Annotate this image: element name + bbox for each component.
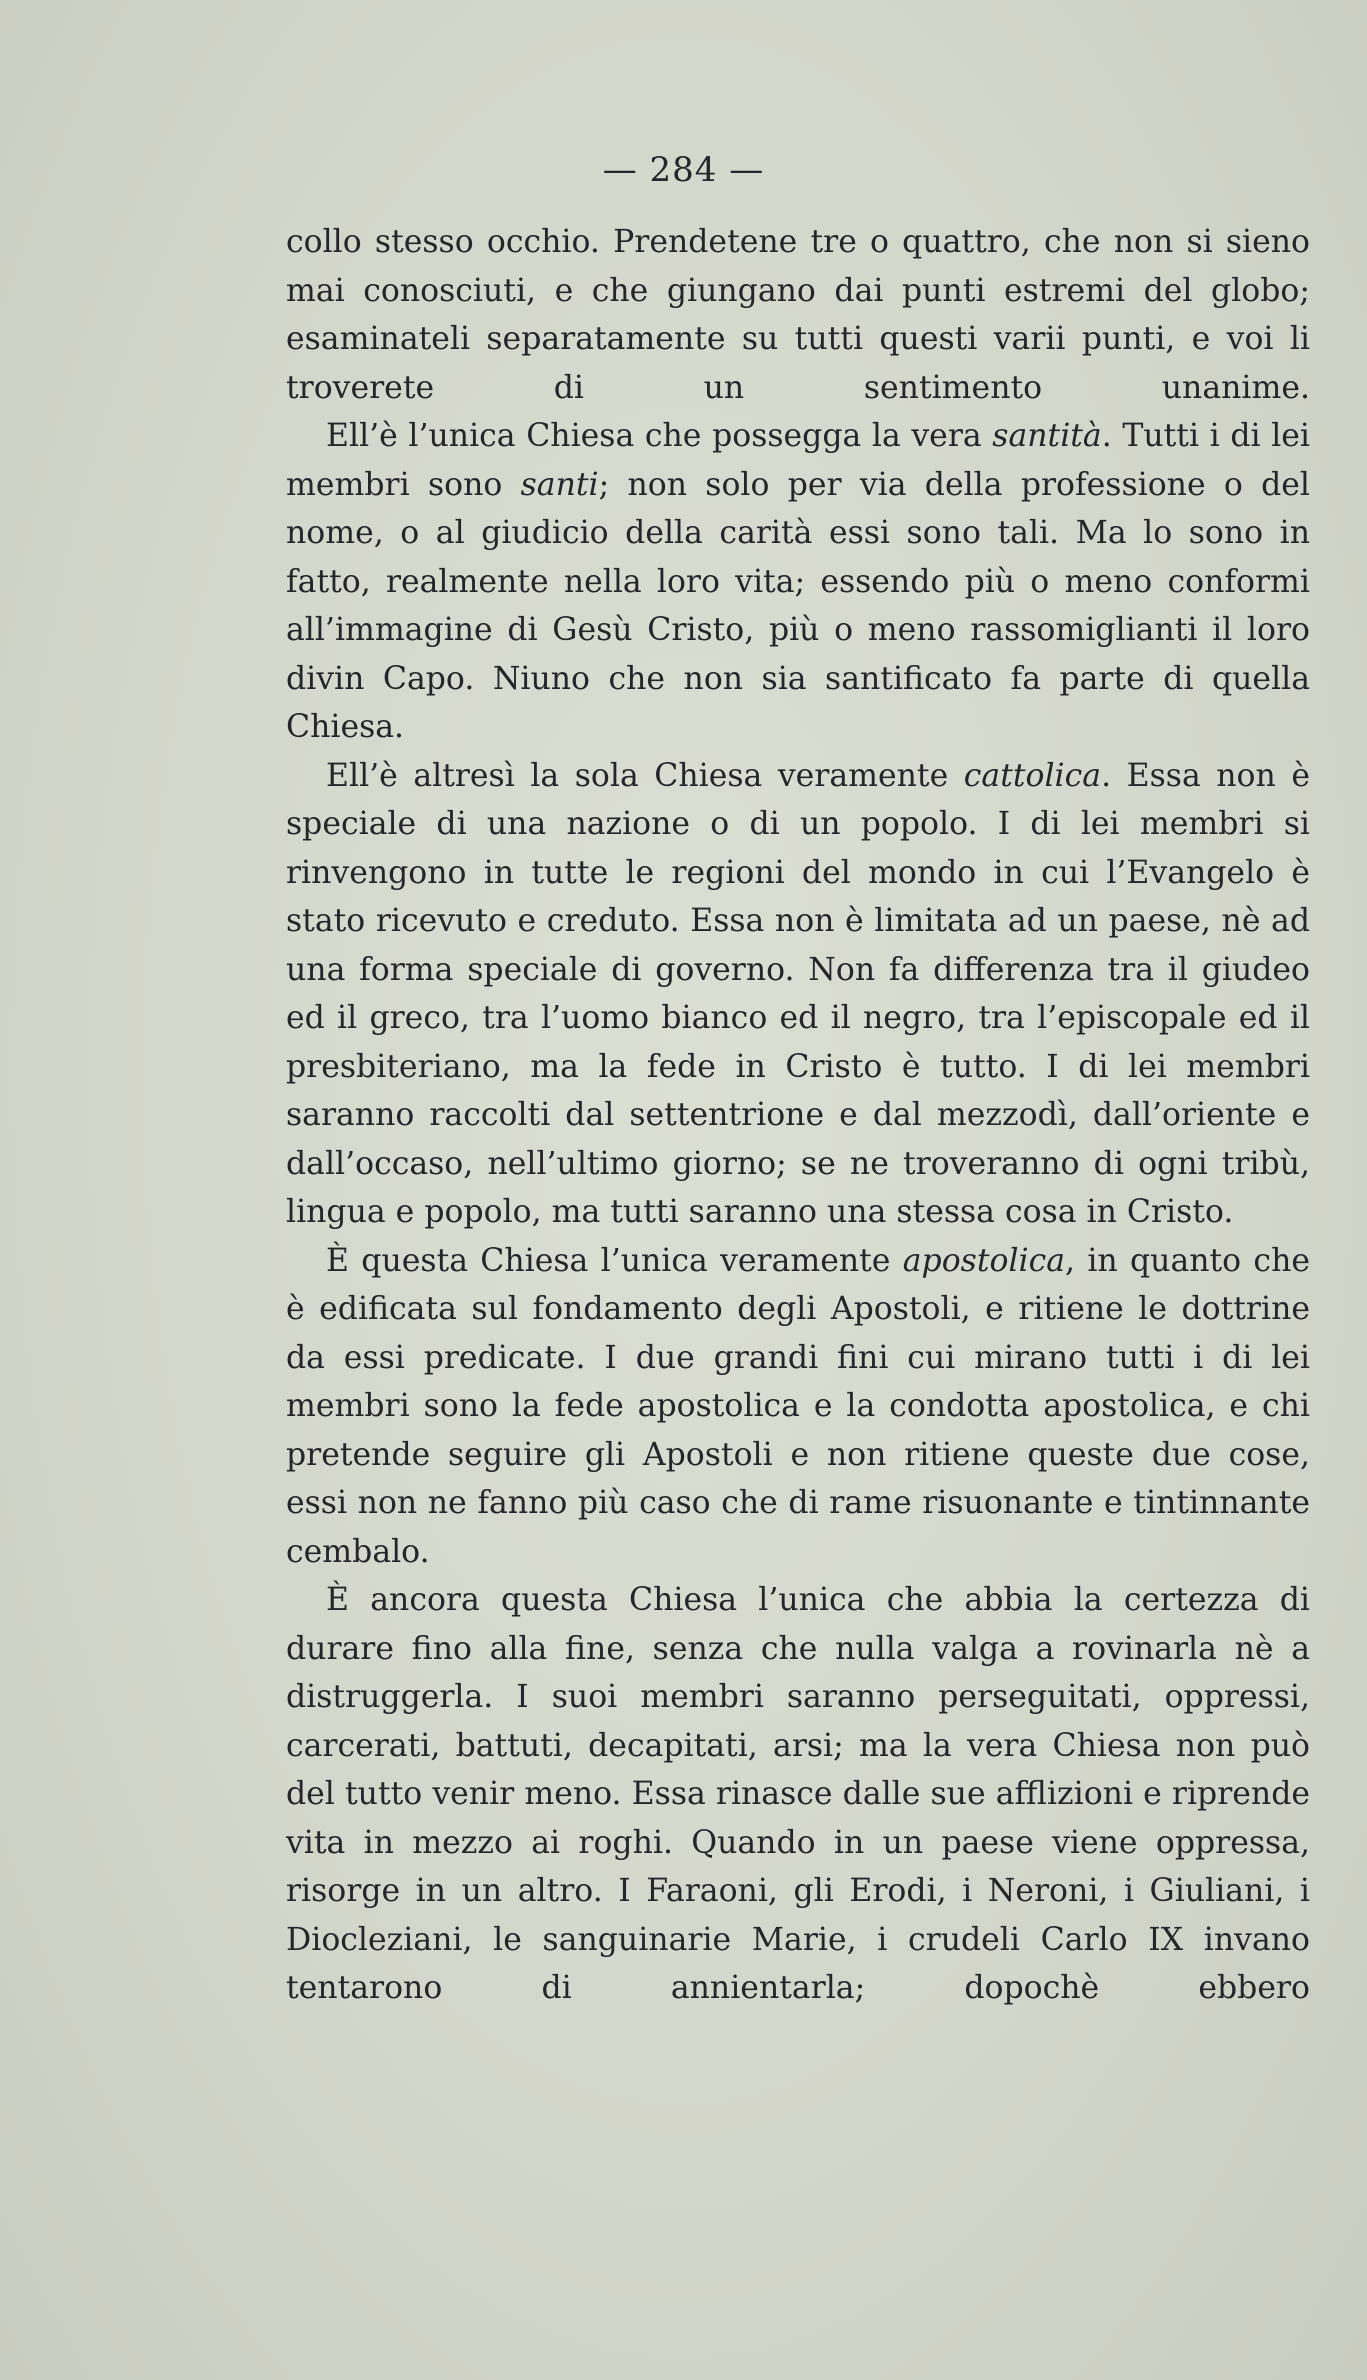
- italic-word: apostolica: [902, 1242, 1066, 1279]
- paragraph-2: [286, 412, 1310, 752]
- text-segment: Ell’è l’unica Chiesa che possegga la vera: [326, 418, 993, 454]
- text-segment: Ell’è altresì la sola Chiesa veramente: [326, 757, 964, 794]
- paragraph-1: [286, 218, 1310, 412]
- text-segment: . Essa non è speciale di una nazione o di un popolo. I di lei membri si rinvengono in tutte le regioni del mondo in cui l’Evangelo è stato ricevuto e creduto. Essa non è limitata ad un paese, nè ad una forma speciale di governo. Non fa differenza tra il giudeo ed il greco, tra l’uomo bianco ed il negro, tra l’episcopale ed il presbiteriano, ma la fede in Cristo è tutto. I di lei membri saranno raccolti dal settentrione e dal mezzodì, dall’oriente e dall’occaso, nell’ultimo giorno; se ne troveranno di ogni tribù, lingua e popolo, ma tutti saranno una stessa cosa in Cristo.: [286, 757, 1310, 1230]
- italic-word: santità: [992, 418, 1102, 454]
- body-text: [286, 218, 1310, 2013]
- text-segment: È questa Chiesa l’unica veramente: [326, 1242, 903, 1279]
- page-number: — 284 —: [602, 150, 765, 190]
- text-segment: È ancora questa Chiesa l’unica che abbia la certezza di durare fino alla fine, senza che nulla valga a rovinarla nè a distruggerla. I suoi membri saranno perseguitati, oppressi, carcerati, battuti, decapitati, arsi; ma la vera Chiesa non può del tutto venir meno. Essa rinasce dalle sue afflizioni e riprende vita in mezzo ai roghi. Quando in un paese viene oppressa, risorge in un altro. I Faraoni, gli Erodi, i Neroni, i Giuliani, i Diocleziani, le sanguinarie Marie, i crudeli Carlo IX invano tentarono di annientarla; dopochè ebbero: [286, 1582, 1310, 2006]
- paragraph-3: [286, 752, 1310, 1237]
- text-segment: , in quanto che è edificata sul fondamento degli Apostoli, e ritiene le dottrine da essi predicate. I due grandi fini cui mirano tutti i di lei membri sono la fede apostolica e la condotta apostolica, e chi pretende seguire gli Apostoli e non ritiene queste due cose, essi non ne fanno più caso che di rame risuonante e tintinnante cembalo.: [286, 1242, 1310, 1570]
- text-segment: . Tutti i di lei membri sono: [286, 418, 1311, 503]
- italic-word: santi: [520, 466, 599, 503]
- text-segment: collo stesso occhio. Prendetene tre o quattro, che non si sieno mai conosciuti, e che giungano dai punti estremi del globo; esaminateli separatamente su tutti questi varii punti, e voi li troverete di un sentimento unanime.: [286, 224, 1310, 406]
- paragraph-5: [286, 1576, 1310, 2013]
- text-segment: ; non solo per via della professione o del nome, o al giudicio della carità essi sono tali. Ma lo sono in fatto, realmente nella loro vita; essendo più o meno conformi all’immagine di Gesù Cristo, più o meno rassomiglianti il loro divin Capo. Niuno che non sia santificato fa parte di quella Chiesa.: [286, 466, 1310, 745]
- paragraph-4: [286, 1237, 1310, 1577]
- italic-word: cattolica: [963, 757, 1102, 794]
